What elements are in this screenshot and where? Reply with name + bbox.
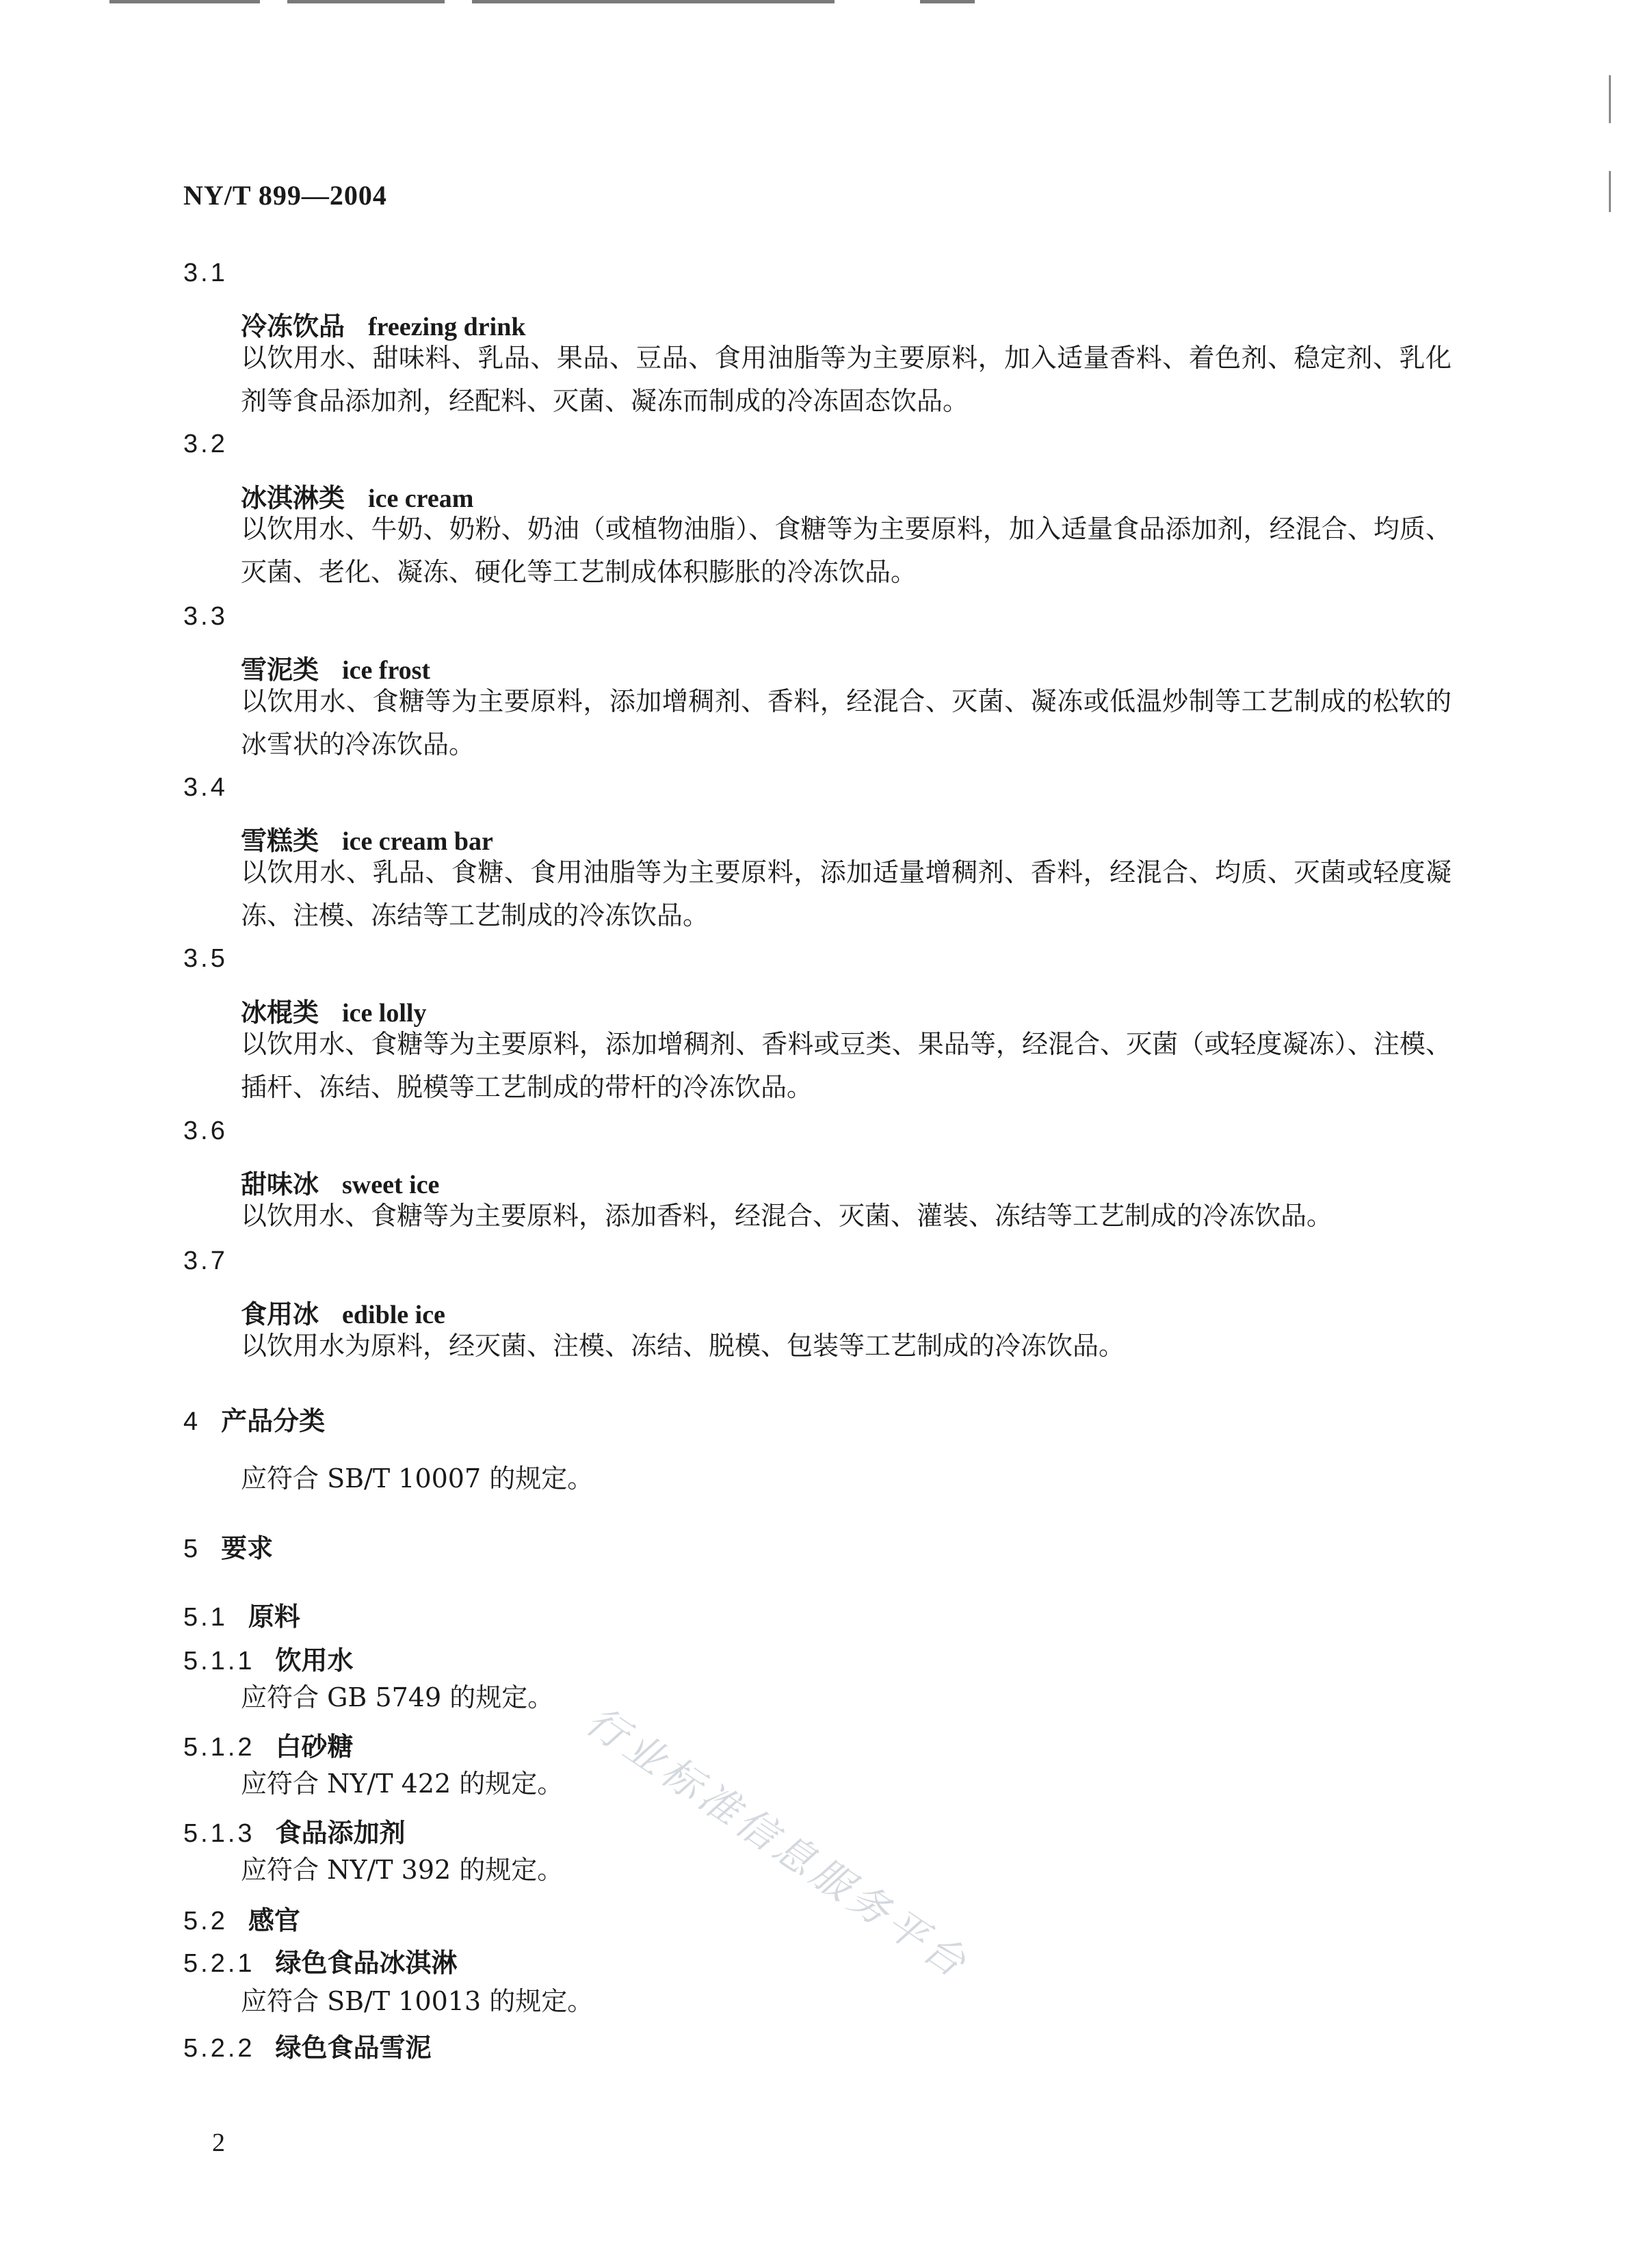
- term-en: sweet ice: [342, 1171, 440, 1199]
- section-heading: [183, 1942, 458, 1979]
- section-text: 应符合 NY/T 392 的规定。: [241, 1855, 564, 1885]
- section-title: 感官: [248, 1905, 300, 1935]
- top-rule-3: [472, 0, 835, 3]
- term-cn: 食用冰: [241, 1299, 319, 1329]
- def-text: 以饮用水、食糖等为主要原料，添加增稠剂、香料，经混合、灭菌、凝冻或低温炒制等工艺制成的松软的冰雪状的冷冻饮品。: [241, 686, 1452, 759]
- section-text: 应符合 SB/T 10013 的规定。: [241, 1986, 594, 2016]
- def-text: 以饮用水、食糖等为主要原料，添加增稠剂、香料或豆类、果品等，经混合、灭菌（或轻度凝冻）、注模、插杆、冻结、脱模等工艺制成的带杆的冷冻饮品。: [241, 1029, 1452, 1102]
- section-heading: [183, 1899, 300, 1937]
- def-number: 3.4: [183, 773, 228, 802]
- section-heading: [183, 1595, 300, 1633]
- section-text: 应符合 SB/T 10007 的规定。: [241, 1463, 594, 1494]
- term-cn: 冷冻饮品: [241, 311, 345, 341]
- section-number: 5.1.1: [183, 1647, 255, 1676]
- term-en: ice frost: [342, 656, 431, 685]
- section-number: 4: [183, 1407, 201, 1436]
- section-title: 产品分类: [221, 1405, 326, 1436]
- section-heading: [183, 1639, 354, 1677]
- def-text: 以饮用水、食糖等为主要原料，添加香料，经混合、灭菌、灌装、冻结等工艺制成的冷冻饮品。: [241, 1201, 1333, 1231]
- term-cn: 甜味冰: [241, 1169, 319, 1199]
- section-title: 要求: [221, 1533, 274, 1563]
- term-cn: 冰淇淋类: [241, 482, 345, 513]
- top-rule-2: [287, 0, 445, 3]
- term-cn: 冰棍类: [241, 997, 319, 1028]
- section-title: 白砂糖: [275, 1731, 354, 1762]
- section-heading: [183, 1400, 325, 1437]
- section-number: 5.2.1: [183, 1949, 255, 1978]
- def-number: 3.7: [183, 1247, 228, 1275]
- term-cn: 雪泥类: [241, 654, 319, 685]
- def-number: 3.6: [183, 1117, 228, 1145]
- section-number: 5.1.2: [183, 1733, 255, 1762]
- edge-mark-2: [1609, 171, 1611, 212]
- def-number: 3.1: [183, 259, 228, 287]
- term-cn: 雪糕类: [241, 825, 319, 856]
- section-number: 5.2: [183, 1907, 228, 1935]
- term-en: ice lolly: [342, 999, 427, 1028]
- edge-mark-1: [1609, 75, 1611, 123]
- def-number: 3.5: [183, 944, 228, 973]
- page-number: 2: [212, 2128, 225, 2157]
- top-rule-1: [109, 0, 260, 3]
- section-heading: [183, 1527, 273, 1565]
- section-title: 绿色食品雪泥: [275, 2032, 432, 2063]
- section-number: 5.1: [183, 1603, 228, 1632]
- section-title: 原料: [248, 1601, 300, 1632]
- section-heading: [183, 2026, 432, 2064]
- def-number: 3.3: [183, 602, 228, 631]
- section-title: 饮用水: [275, 1645, 354, 1676]
- term-en: edible ice: [342, 1301, 445, 1329]
- top-rule-4: [920, 0, 975, 3]
- section-heading: [183, 1812, 406, 1849]
- section-title: 绿色食品冰淇淋: [275, 1947, 458, 1978]
- def-text: 以饮用水、乳品、食糖、食用油脂等为主要原料，添加适量增稠剂、香料，经混合、均质、灭菌或轻度凝冻、注模、冻结等工艺制成的冷冻饮品。: [241, 857, 1452, 930]
- section-number: 5: [183, 1535, 201, 1563]
- def-text: 以饮用水、甜味料、乳品、果品、豆品、食用油脂等为主要原料，加入适量香料、着色剂、稳定剂、乳化剂等食品添加剂，经配料、灭菌、凝冻而制成的冷冻固态饮品。: [241, 343, 1452, 416]
- def-text: 以饮用水、牛奶、奶粉、奶油（或植物油脂）、食糖等为主要原料，加入适量食品添加剂，经混合、均质、灭菌、老化、凝冻、硬化等工艺制成体积膨胀的冷冻饮品。: [241, 514, 1452, 587]
- term-en: freezing drink: [368, 313, 526, 341]
- document-code: NY/T 899—2004: [183, 180, 387, 211]
- section-text: 应符合 NY/T 422 的规定。: [241, 1769, 564, 1799]
- def-text: 以饮用水为原料，经灭菌、注模、冻结、脱模、包装等工艺制成的冷冻饮品。: [241, 1331, 1125, 1361]
- section-number: 5.2.2: [183, 2034, 255, 2063]
- section-number: 5.1.3: [183, 1819, 255, 1848]
- term-en: ice cream bar: [342, 827, 493, 856]
- section-heading: [183, 1725, 354, 1763]
- def-number: 3.2: [183, 430, 228, 458]
- term-en: ice cream: [368, 484, 474, 513]
- watermark: 行业标准信息服务平台: [577, 1697, 978, 1989]
- section-text: 应符合 GB 5749 的规定。: [241, 1682, 554, 1712]
- section-title: 食品添加剂: [275, 1817, 406, 1848]
